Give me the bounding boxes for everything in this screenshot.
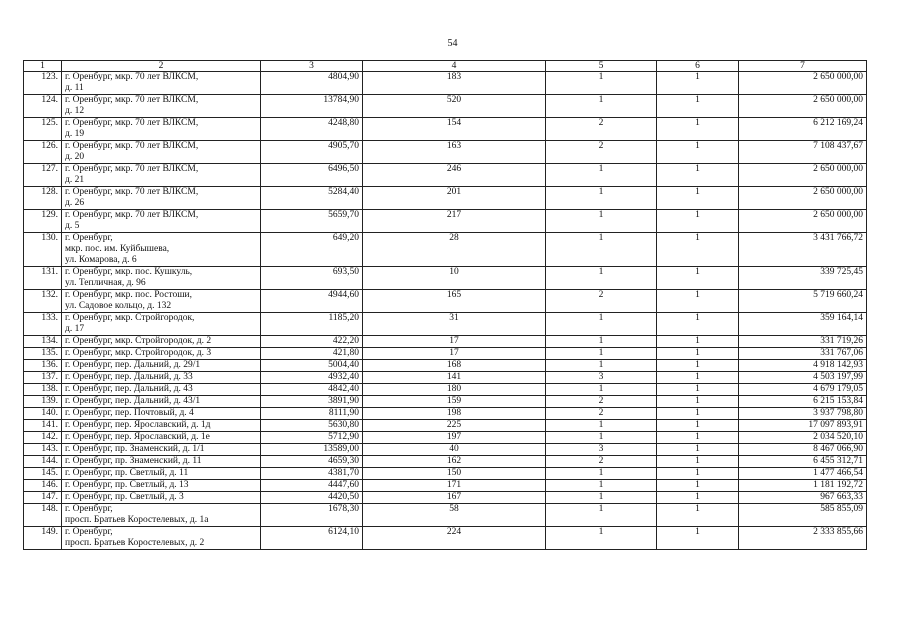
col5-cell: 1 [546,527,657,550]
address-cell: г. Оренбург, мкр. Стройгородок, д. 2 [62,336,261,348]
col5-cell: 1 [546,504,657,527]
col6-cell: 1 [657,444,739,456]
area-cell: 4447,60 [261,480,363,492]
col6-cell: 1 [657,187,739,210]
col5-cell: 1 [546,420,657,432]
row-number: 143. [24,444,62,456]
table-row [24,468,867,480]
col6-cell: 1 [657,468,739,480]
col4-cell: 150 [363,468,546,480]
table-row [24,72,867,95]
col6-cell: 1 [657,348,739,360]
table-row [24,233,867,267]
area-cell: 5712,90 [261,432,363,444]
table-row [24,164,867,187]
amount-cell: 17 097 893,91 [739,420,867,432]
col5-cell: 1 [546,233,657,267]
amount-cell: 5 719 660,24 [739,290,867,313]
row-number: 126. [24,141,62,164]
table-row [24,95,867,118]
table-row [24,408,867,420]
area-cell: 13589,00 [261,444,363,456]
col5-cell: 1 [546,187,657,210]
col5-cell: 3 [546,372,657,384]
col6-cell: 1 [657,456,739,468]
row-number: 147. [24,492,62,504]
area-cell: 3891,90 [261,396,363,408]
address-cell: г. Оренбург, мкр. Стройгородок, д. 17 [62,313,261,336]
amount-cell: 7 108 437,67 [739,141,867,164]
area-cell: 4905,70 [261,141,363,164]
address-cell: г. Оренбург, пер. Дальний, д. 33 [62,372,261,384]
table-row [24,492,867,504]
amount-cell: 2 650 000,00 [739,187,867,210]
col6-cell: 1 [657,384,739,396]
col4-cell: 159 [363,396,546,408]
table-row [24,432,867,444]
col4-cell: 58 [363,504,546,527]
address-cell: г. Оренбург, пр. Светлый, д. 3 [62,492,261,504]
table-row [24,313,867,336]
col4-cell: 171 [363,480,546,492]
row-number: 137. [24,372,62,384]
col4-cell: 224 [363,527,546,550]
col6-cell: 1 [657,290,739,313]
table-row [24,290,867,313]
col6-cell: 1 [657,118,739,141]
address-cell: г. Оренбург, мкр. 70 лет ВЛКСМ, д. 20 [62,141,261,164]
amount-cell: 4 918 142,93 [739,360,867,372]
col6-cell: 1 [657,432,739,444]
area-cell: 1678,30 [261,504,363,527]
area-cell: 4248,80 [261,118,363,141]
area-cell: 1185,20 [261,313,363,336]
col4-cell: 165 [363,290,546,313]
row-number: 131. [24,267,62,290]
col6-cell: 1 [657,480,739,492]
col5-cell: 1 [546,360,657,372]
col6-cell: 1 [657,408,739,420]
table-row [24,456,867,468]
row-number: 130. [24,233,62,267]
col6-cell: 1 [657,527,739,550]
col5-cell: 1 [546,336,657,348]
col5-cell: 1 [546,492,657,504]
area-cell: 4420,50 [261,492,363,504]
area-cell: 13784,90 [261,95,363,118]
amount-cell: 4 503 197,99 [739,372,867,384]
col6-cell: 1 [657,95,739,118]
amount-cell: 1 477 466,54 [739,468,867,480]
area-cell: 4842,40 [261,384,363,396]
amount-cell: 2 034 520,10 [739,432,867,444]
address-cell: г. Оренбург, пер. Дальний, д. 43/1 [62,396,261,408]
address-cell: г. Оренбург, просп. Братьев Коростелевых, д. 2 [62,527,261,550]
col4-cell: 197 [363,432,546,444]
col6-cell: 1 [657,233,739,267]
amount-cell: 2 650 000,00 [739,210,867,233]
address-cell: г. Оренбург, пр. Знаменский, д. 1/1 [62,444,261,456]
address-cell: г. Оренбург, мкр. 70 лет ВЛКСМ, д. 12 [62,95,261,118]
table-row [24,480,867,492]
table-row [24,118,867,141]
area-cell: 4381,70 [261,468,363,480]
col4-cell: 183 [363,72,546,95]
col4-cell: 520 [363,95,546,118]
amount-cell: 331 767,06 [739,348,867,360]
col5-cell: 3 [546,444,657,456]
table-row [24,187,867,210]
col4-cell: 246 [363,164,546,187]
col4-cell: 168 [363,360,546,372]
table-row [24,396,867,408]
amount-cell: 967 663,33 [739,492,867,504]
col5-cell: 2 [546,290,657,313]
address-cell: г. Оренбург, мкр. пос. Ростоши, ул. Садовое кольцо, д. 132 [62,290,261,313]
col4-cell: 31 [363,313,546,336]
area-cell: 421,80 [261,348,363,360]
header-col-2: 2 [62,61,261,72]
header-col-6: 6 [657,61,739,72]
col5-cell: 2 [546,141,657,164]
amount-cell: 3 431 766,72 [739,233,867,267]
col5-cell: 1 [546,480,657,492]
amount-cell: 359 164,14 [739,313,867,336]
header-col-5: 5 [546,61,657,72]
amount-cell: 6 455 312,71 [739,456,867,468]
col6-cell: 1 [657,313,739,336]
col5-cell: 2 [546,456,657,468]
col4-cell: 163 [363,141,546,164]
row-number: 141. [24,420,62,432]
row-number: 124. [24,95,62,118]
area-cell: 5630,80 [261,420,363,432]
amount-cell: 3 937 798,80 [739,408,867,420]
area-cell: 649,20 [261,233,363,267]
area-cell: 693,50 [261,267,363,290]
table-row [24,504,867,527]
amount-cell: 6 212 169,24 [739,118,867,141]
col5-cell: 1 [546,348,657,360]
area-cell: 5659,70 [261,210,363,233]
area-cell: 4932,40 [261,372,363,384]
table-body [24,72,867,550]
col6-cell: 1 [657,267,739,290]
col4-cell: 28 [363,233,546,267]
col4-cell: 10 [363,267,546,290]
col6-cell: 1 [657,164,739,187]
row-number: 142. [24,432,62,444]
address-cell: г. Оренбург, просп. Братьев Коростелевых, д. 1а [62,504,261,527]
page-number: 54 [447,38,458,49]
table-row [24,210,867,233]
address-cell: г. Оренбург, пр. Светлый, д. 13 [62,480,261,492]
col5-cell: 1 [546,210,657,233]
col4-cell: 17 [363,348,546,360]
row-number: 140. [24,408,62,420]
col4-cell: 141 [363,372,546,384]
amount-cell: 585 855,09 [739,504,867,527]
address-cell: г. Оренбург, пер. Дальний, д. 43 [62,384,261,396]
header-row [24,61,867,72]
address-cell: г. Оренбург, мкр. пос. Кушкуль, ул. Тепличная, д. 96 [62,267,261,290]
amount-cell: 4 679 179,05 [739,384,867,396]
row-number: 129. [24,210,62,233]
row-number: 149. [24,527,62,550]
address-cell: г. Оренбург, мкр. 70 лет ВЛКСМ, д. 19 [62,118,261,141]
table-row [24,336,867,348]
amount-cell: 6 215 153,84 [739,396,867,408]
area-cell: 6124,10 [261,527,363,550]
row-number: 133. [24,313,62,336]
row-number: 145. [24,468,62,480]
header-col-4: 4 [363,61,546,72]
col4-cell: 225 [363,420,546,432]
area-cell: 8111,90 [261,408,363,420]
area-cell: 5004,40 [261,360,363,372]
row-number: 148. [24,504,62,527]
row-number: 139. [24,396,62,408]
header-col-3: 3 [261,61,363,72]
area-cell: 4659,30 [261,456,363,468]
row-number: 146. [24,480,62,492]
table-row [24,141,867,164]
address-cell: г. Оренбург, мкр. 70 лет ВЛКСМ, д. 21 [62,164,261,187]
col6-cell: 1 [657,210,739,233]
col4-cell: 201 [363,187,546,210]
amount-cell: 2 650 000,00 [739,164,867,187]
row-number: 123. [24,72,62,95]
col5-cell: 1 [546,384,657,396]
area-cell: 4804,90 [261,72,363,95]
address-cell: г. Оренбург, пер. Почтовый, д. 4 [62,408,261,420]
col4-cell: 40 [363,444,546,456]
col6-cell: 1 [657,396,739,408]
address-cell: г. Оренбург, пер. Ярославский, д. 1д [62,420,261,432]
table-row [24,527,867,550]
address-cell: г. Оренбург, мкр. 70 лет ВЛКСМ, д. 26 [62,187,261,210]
address-cell: г. Оренбург, пер. Ярославский, д. 1е [62,432,261,444]
row-number: 127. [24,164,62,187]
col5-cell: 1 [546,267,657,290]
col5-cell: 2 [546,408,657,420]
col6-cell: 1 [657,360,739,372]
area-cell: 5284,40 [261,187,363,210]
table-row [24,384,867,396]
row-number: 134. [24,336,62,348]
amount-cell: 1 181 192,72 [739,480,867,492]
amount-cell: 331 719,26 [739,336,867,348]
col5-cell: 1 [546,313,657,336]
col5-cell: 1 [546,72,657,95]
amount-cell: 339 725,45 [739,267,867,290]
col5-cell: 1 [546,468,657,480]
col6-cell: 1 [657,492,739,504]
row-number: 125. [24,118,62,141]
area-cell: 6496,50 [261,164,363,187]
register-table [23,60,867,550]
col6-cell: 1 [657,336,739,348]
row-number: 138. [24,384,62,396]
amount-cell: 2 650 000,00 [739,95,867,118]
col4-cell: 198 [363,408,546,420]
col4-cell: 154 [363,118,546,141]
address-cell: г. Оренбург, мкр. Стройгородок, д. 3 [62,348,261,360]
col5-cell: 1 [546,95,657,118]
row-number: 128. [24,187,62,210]
col6-cell: 1 [657,420,739,432]
address-cell: г. Оренбург, пр. Светлый, д. 11 [62,468,261,480]
row-number: 135. [24,348,62,360]
area-cell: 422,20 [261,336,363,348]
address-cell: г. Оренбург, мкр. 70 лет ВЛКСМ, д. 5 [62,210,261,233]
col4-cell: 217 [363,210,546,233]
col6-cell: 1 [657,72,739,95]
amount-cell: 2 333 855,66 [739,527,867,550]
table-row [24,420,867,432]
table-row [24,348,867,360]
col5-cell: 1 [546,164,657,187]
col6-cell: 1 [657,141,739,164]
col4-cell: 162 [363,456,546,468]
amount-cell: 2 650 000,00 [739,72,867,95]
header-col-1: 1 [24,61,62,72]
col5-cell: 1 [546,432,657,444]
col5-cell: 2 [546,118,657,141]
col6-cell: 1 [657,372,739,384]
table-row [24,360,867,372]
amount-cell: 8 467 066,90 [739,444,867,456]
col6-cell: 1 [657,504,739,527]
row-number: 136. [24,360,62,372]
address-cell: г. Оренбург, мкр. 70 лет ВЛКСМ, д. 11 [62,72,261,95]
address-cell: г. Оренбург, мкр. пос. им. Куйбышева, ул. Комарова, д. 6 [62,233,261,267]
table-row [24,267,867,290]
address-cell: г. Оренбург, пр. Знаменский, д. 11 [62,456,261,468]
row-number: 132. [24,290,62,313]
header-col-7: 7 [739,61,867,72]
area-cell: 4944,60 [261,290,363,313]
col4-cell: 17 [363,336,546,348]
col4-cell: 167 [363,492,546,504]
table-row [24,444,867,456]
row-number: 144. [24,456,62,468]
col5-cell: 2 [546,396,657,408]
col4-cell: 180 [363,384,546,396]
address-cell: г. Оренбург, пер. Дальний, д. 29/1 [62,360,261,372]
table-row [24,372,867,384]
